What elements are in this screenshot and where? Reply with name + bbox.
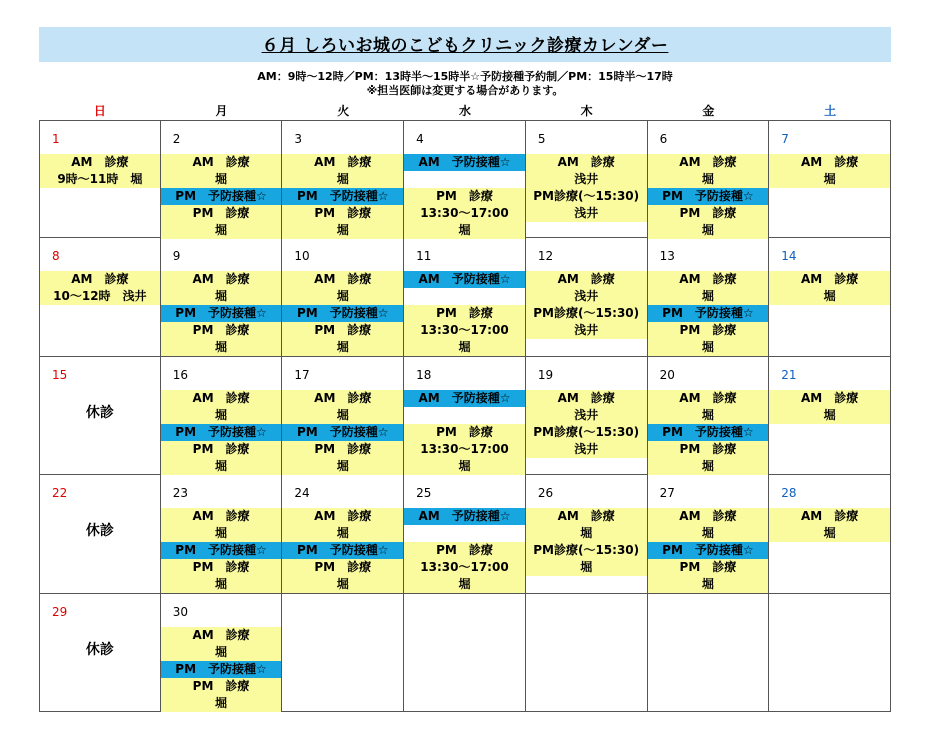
schedule-line: AM 予防接種☆ <box>418 509 511 524</box>
date-number: 30 <box>172 604 188 619</box>
schedule-line: 堀 <box>458 223 471 237</box>
day-cell-2 <box>161 120 283 238</box>
date-number: 24 <box>294 486 310 501</box>
schedule-line: AM 診療 <box>71 155 129 169</box>
schedule-line: PM診療(～15:30) <box>533 543 640 558</box>
schedule-line: 浅井 <box>574 172 599 186</box>
clinic-hours-block <box>282 441 403 475</box>
schedule-line: PM診療(～15:30) <box>533 189 640 203</box>
schedule-line: 堀 <box>823 407 836 422</box>
vaccination-block <box>404 390 525 407</box>
date-number: 27 <box>659 486 675 501</box>
clinic-hours-block <box>526 154 647 222</box>
date-number: 6 <box>659 132 668 146</box>
day-cell-3 <box>282 120 404 238</box>
schedule-line: AM 診療 <box>557 509 615 524</box>
clinic-hours-block <box>161 322 282 356</box>
vaccination-block <box>282 424 403 441</box>
day-cell-5 <box>526 120 648 238</box>
schedule-line: 堀 <box>215 458 228 473</box>
day-cell-22 <box>39 475 161 593</box>
clinic-hours-block <box>282 508 403 542</box>
schedule-line: AM 診療 <box>192 390 250 405</box>
schedule-line: PM 予防接種☆ <box>662 189 754 203</box>
schedule-line: PM 予防接種☆ <box>175 424 267 439</box>
day-cell-9 <box>161 238 283 356</box>
empty-cell <box>769 594 891 712</box>
day-cell-13 <box>648 238 770 356</box>
clinic-hours-block <box>526 508 647 576</box>
day-cell-7 <box>769 120 891 238</box>
schedule-line: PM 予防接種☆ <box>297 189 389 203</box>
schedule-line: AM 診療 <box>679 155 737 169</box>
schedule-line: PM 予防接種☆ <box>297 543 389 558</box>
schedule-line: 堀 <box>336 407 349 422</box>
schedule-line: AM 診療 <box>801 390 859 405</box>
schedule-line: PM 診療 <box>314 323 372 338</box>
schedule-line: PM 予防接種☆ <box>662 306 754 321</box>
schedule-line: 堀 <box>580 526 593 541</box>
vaccination-block <box>282 188 403 205</box>
weekday-2: 火 <box>337 104 350 118</box>
date-number: 19 <box>537 367 554 382</box>
date-number: 18 <box>416 367 432 382</box>
clinic-hours-block <box>648 508 769 542</box>
schedule-line: AM 予防接種☆ <box>418 272 511 287</box>
clinic-hours-block <box>769 271 890 305</box>
schedule-line: AM 診療 <box>557 390 615 405</box>
schedule-line: AM 診療 <box>557 155 615 169</box>
weekday-6: 土 <box>824 104 837 118</box>
day-cell-21 <box>769 357 891 475</box>
schedule-line: PM 予防接種☆ <box>662 543 754 558</box>
weekday-1: 月 <box>215 104 228 118</box>
date-number: 15 <box>52 367 68 382</box>
schedule-line: PM 診療 <box>436 306 493 321</box>
schedule-line: PM 予防接種☆ <box>662 424 754 439</box>
date-number: 9 <box>172 249 181 264</box>
doctor-change-note: ※担当医師は変更する場合があります。 <box>366 84 564 97</box>
clinic-hours-block <box>40 154 160 188</box>
date-number: 13 <box>659 249 675 264</box>
date-number: 4 <box>416 132 424 146</box>
day-cell-12 <box>526 238 648 356</box>
clinic-hours-block <box>282 390 403 424</box>
vaccination-block <box>282 542 403 559</box>
closed-label: 休診 <box>85 523 114 540</box>
weekday-header <box>39 102 891 120</box>
schedule-line: AM 診療 <box>801 272 859 287</box>
schedule-line: PM 予防接種☆ <box>297 424 389 439</box>
clinic-hours-block <box>526 271 647 339</box>
schedule-line: PM 診療 <box>314 560 372 575</box>
clinic-hours-block <box>161 627 282 661</box>
schedule-line: 堀 <box>336 172 349 186</box>
schedule-line: 13:30～17:00 <box>420 206 509 220</box>
day-cell-19 <box>526 357 648 475</box>
day-cell-28 <box>769 475 891 593</box>
day-cell-30 <box>161 594 283 712</box>
schedule-line: 13:30～17:00 <box>420 323 509 338</box>
schedule-line: PM 診療 <box>679 441 737 456</box>
day-cell-29 <box>39 594 161 712</box>
schedule-line: AM 診療 <box>557 272 615 287</box>
date-number: 25 <box>416 486 432 501</box>
vaccination-block <box>404 508 525 525</box>
empty-cell <box>282 594 404 712</box>
schedule-line: 堀 <box>336 577 349 592</box>
day-cell-20 <box>648 357 770 475</box>
schedule-line: 浅井 <box>574 407 599 422</box>
closed-label: 休診 <box>85 404 114 421</box>
clinic-hours-block <box>282 154 403 188</box>
schedule-line: PM 診療 <box>192 323 250 338</box>
day-cell-16 <box>161 357 283 475</box>
schedule-line: 堀 <box>215 644 228 659</box>
clinic-hours-block <box>648 322 769 356</box>
date-number: 28 <box>781 486 797 501</box>
vaccination-block <box>648 542 769 559</box>
schedule-line: 9時～11時 堀 <box>57 172 143 186</box>
schedule-line: PM 診療 <box>192 441 250 456</box>
schedule-line: PM 診療 <box>436 543 493 558</box>
page-title: ６月 しろいお城のこどもクリニック診療カレンダー <box>261 36 669 56</box>
day-cell-23 <box>161 475 283 593</box>
clinic-hours-block <box>282 559 403 593</box>
schedule-line: 堀 <box>701 407 714 422</box>
schedule-line: 堀 <box>336 458 349 473</box>
clinic-hours-block <box>404 424 525 475</box>
vaccination-block <box>648 305 769 322</box>
vaccination-block <box>282 305 403 322</box>
date-number: 16 <box>172 367 188 382</box>
schedule-line: 浅井 <box>574 441 599 456</box>
clinic-hours-block <box>648 441 769 475</box>
schedule-line: PM 診療 <box>192 678 250 693</box>
schedule-line: 堀 <box>701 526 714 541</box>
date-number: 3 <box>294 132 303 146</box>
day-cell-24 <box>282 475 404 593</box>
vaccination-block <box>404 154 525 171</box>
schedule-line: PM 診療 <box>679 560 737 575</box>
schedule-line: AM 診療 <box>192 272 250 287</box>
schedule-line: PM 予防接種☆ <box>175 543 267 558</box>
date-number: 26 <box>537 486 554 501</box>
date-number: 23 <box>172 486 188 501</box>
schedule-line: 堀 <box>701 223 714 237</box>
schedule-line: 堀 <box>458 458 471 473</box>
schedule-line: 堀 <box>215 340 228 355</box>
schedule-line: 堀 <box>215 223 228 237</box>
day-cell-25 <box>404 475 526 593</box>
day-cell-14 <box>769 238 891 356</box>
day-cell-27 <box>648 475 770 593</box>
schedule-line: 13:30～17:00 <box>420 560 509 575</box>
schedule-line: PM 診療 <box>436 424 493 439</box>
day-cell-8 <box>39 238 161 356</box>
schedule-line: PM 予防接種☆ <box>297 306 389 321</box>
clinic-hours-block <box>769 508 890 542</box>
date-number: 8 <box>52 249 60 264</box>
schedule-line: 浅井 <box>574 206 599 220</box>
schedule-line: 堀 <box>215 289 228 304</box>
clinic-hours-block <box>161 678 282 712</box>
schedule-line: 堀 <box>458 577 471 592</box>
schedule-line: 堀 <box>336 223 349 237</box>
schedule-line: PM 診療 <box>314 441 372 456</box>
day-cell-6 <box>648 120 770 238</box>
empty-cell <box>404 594 526 712</box>
date-number: 29 <box>52 604 68 619</box>
clinic-hours-block <box>40 271 160 305</box>
schedule-line: AM 診療 <box>314 390 372 405</box>
schedule-line: 堀 <box>823 289 836 304</box>
clinic-hours-block <box>161 559 282 593</box>
vaccination-block <box>161 661 282 678</box>
vaccination-block <box>161 542 282 559</box>
schedule-line: 10～12時 浅井 <box>53 289 147 304</box>
schedule-line: PM 診療 <box>679 323 737 338</box>
clinic-hours-block <box>769 154 890 188</box>
schedule-line: PM 診療 <box>314 206 372 220</box>
day-cell-10 <box>282 238 404 356</box>
schedule-line: 堀 <box>215 577 228 592</box>
date-number: 5 <box>537 132 546 146</box>
weekday-3: 水 <box>458 104 471 118</box>
vaccination-block <box>161 305 282 322</box>
date-number: 17 <box>294 367 310 382</box>
clinic-hours-block <box>161 205 282 239</box>
clinic-hours-block <box>161 441 282 475</box>
schedule-line: 堀 <box>580 560 593 575</box>
day-cell-11 <box>404 238 526 356</box>
clinic-hours-block <box>404 542 525 593</box>
schedule-line: 堀 <box>458 340 471 355</box>
schedule-line: AM 診療 <box>314 272 372 287</box>
schedule-line: AM 予防接種☆ <box>418 155 511 169</box>
schedule-line: 堀 <box>701 458 714 473</box>
clinic-hours-block <box>282 205 403 239</box>
schedule-line: 堀 <box>823 172 836 186</box>
schedule-line: 堀 <box>701 172 714 186</box>
schedule-line: AM 診療 <box>679 390 737 405</box>
clinic-hours-block <box>648 154 769 188</box>
empty-cell <box>526 594 648 712</box>
clinic-hours-block <box>161 390 282 424</box>
schedule-line: 堀 <box>215 526 228 541</box>
day-cell-4 <box>404 120 526 238</box>
clinic-hours-block <box>161 271 282 305</box>
schedule-line: PM診療(～15:30) <box>533 424 640 439</box>
schedule-line: AM 診療 <box>71 272 129 287</box>
day-cell-1 <box>39 120 161 238</box>
schedule-line: PM 診療 <box>192 206 250 220</box>
schedule-line: AM 診療 <box>314 155 372 169</box>
schedule-line: AM 診療 <box>679 272 737 287</box>
schedule-line: PM 予防接種☆ <box>175 306 267 321</box>
hours-note: AM：9時～12時／PM：13時半～15時半☆予防接種予約制／PM：15時半～17時 <box>257 70 673 83</box>
schedule-line: 堀 <box>336 340 349 355</box>
clinic-hours-block <box>648 271 769 305</box>
schedule-line: AM 診療 <box>801 509 859 524</box>
schedule-line: 堀 <box>215 407 228 422</box>
schedule-line: AM 診療 <box>801 155 859 169</box>
calendar-grid <box>39 120 891 712</box>
schedule-line: PM 診療 <box>436 189 493 203</box>
vaccination-block <box>404 271 525 288</box>
empty-cell <box>648 594 770 712</box>
clinic-hours-block <box>404 188 525 239</box>
schedule-line: 堀 <box>336 289 349 304</box>
schedule-line: 堀 <box>215 172 228 186</box>
clinic-hours-block <box>648 559 769 593</box>
schedule-line: 浅井 <box>574 323 599 338</box>
date-number: 1 <box>52 132 60 146</box>
clinic-hours-block <box>282 322 403 356</box>
date-number: 12 <box>537 249 554 264</box>
clinic-hours-block <box>404 305 525 356</box>
schedule-line: AM 診療 <box>192 509 250 524</box>
day-cell-18 <box>404 357 526 475</box>
title-bar <box>39 27 891 62</box>
day-cell-17 <box>282 357 404 475</box>
date-number: 22 <box>52 486 68 501</box>
schedule-line: PM 予防接種☆ <box>175 661 267 676</box>
schedule-line: 堀 <box>823 526 836 541</box>
day-cell-15 <box>39 357 161 475</box>
clinic-hours-block <box>648 205 769 239</box>
date-number: 11 <box>416 249 432 264</box>
schedule-line: AM 診療 <box>192 627 250 642</box>
vaccination-block <box>161 424 282 441</box>
vaccination-block <box>648 188 769 205</box>
schedule-line: 堀 <box>701 577 714 592</box>
clinic-hours-block <box>769 390 890 424</box>
clinic-hours-block <box>526 390 647 458</box>
schedule-line: 浅井 <box>574 289 599 304</box>
schedule-line: PM 予防接種☆ <box>175 189 267 203</box>
schedule-line: AM 診療 <box>314 509 372 524</box>
schedule-line: PM診療(～15:30) <box>533 306 640 321</box>
schedule-line: AM 診療 <box>192 155 250 169</box>
schedule-line: 堀 <box>701 340 714 355</box>
vaccination-block <box>161 188 282 205</box>
schedule-line: PM 診療 <box>192 560 250 575</box>
date-number: 21 <box>781 367 797 382</box>
date-number: 2 <box>172 132 181 146</box>
schedule-line: AM 診療 <box>679 509 737 524</box>
weekday-5: 金 <box>702 104 715 118</box>
schedule-line: 堀 <box>336 526 349 541</box>
clinic-hours-block <box>161 154 282 188</box>
schedule-line: AM 予防接種☆ <box>418 390 511 405</box>
date-number: 20 <box>659 367 675 382</box>
date-number: 10 <box>294 249 310 264</box>
date-number: 14 <box>781 249 797 264</box>
schedule-line: 堀 <box>215 695 228 710</box>
clinic-hours-block <box>161 508 282 542</box>
closed-label: 休診 <box>85 641 114 658</box>
weekday-0: 日 <box>93 104 106 118</box>
schedule-line: 13:30～17:00 <box>420 441 509 456</box>
date-number: 7 <box>781 132 789 146</box>
clinic-hours-block <box>648 390 769 424</box>
vaccination-block <box>648 424 769 441</box>
weekday-4: 木 <box>580 104 593 118</box>
schedule-line: 堀 <box>701 289 714 304</box>
clinic-hours-block <box>282 271 403 305</box>
day-cell-26 <box>526 475 648 593</box>
schedule-line: PM 診療 <box>679 206 737 220</box>
